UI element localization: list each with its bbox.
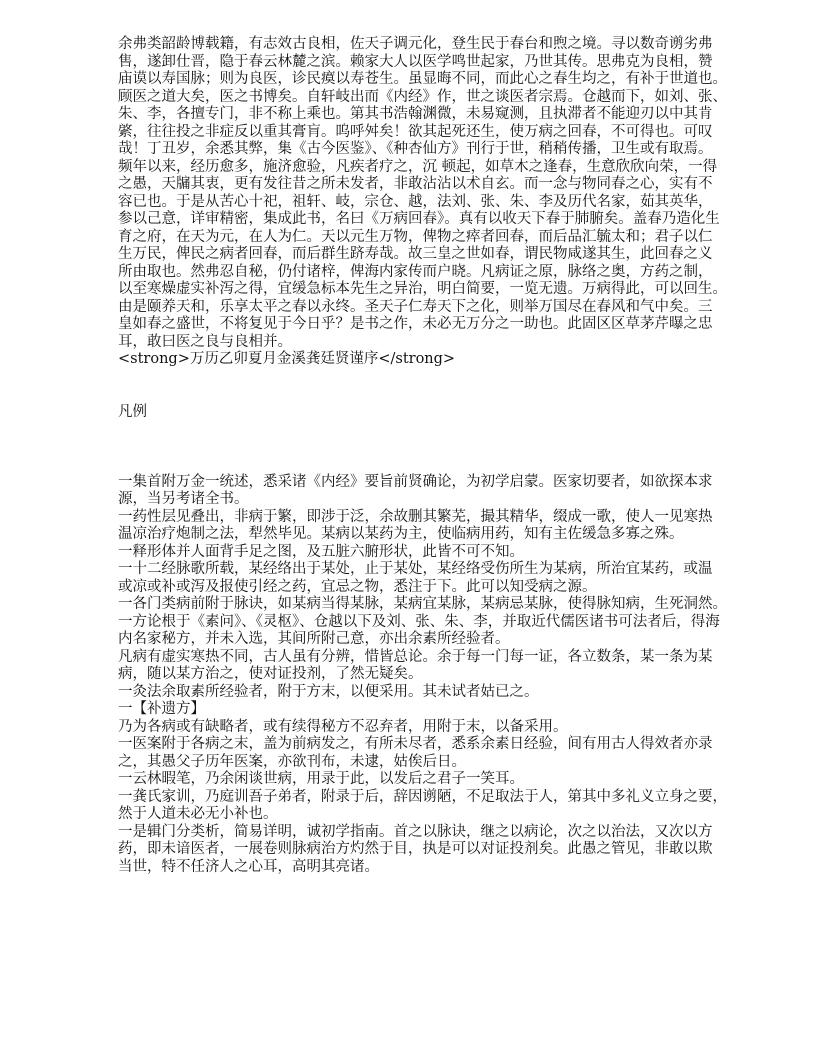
- fanli-text-line: 一集首附万金一统述，悉采诸《内经》要旨前贤确论，为初学启蒙。医家切要者，如欲探本求: [118, 473, 713, 490]
- preface-text-line: 皇如春之盛世，不将复见于今日乎？是书之作，未必无万分之一助也。此固区区草茅芹曝之忠: [118, 316, 713, 332]
- preface-text-line: 綮，往往投之非症反以重其膏肓。呜呼舛矣！欲其起死还生，使万病之回春，不可得也。可叹: [118, 123, 713, 140]
- preface-section: [118, 36, 727, 351]
- fanli-text-line: 源，当另考诸全书。: [118, 491, 249, 507]
- fanli-text-line: 之，其愚父子历年医案，亦欲刊布，未逮，姑俟后日。: [118, 753, 466, 770]
- fanli-text-line: 一各门类病前附于脉诀，如某病当得某脉，某病宜某脉，某病忌某脉，使得脉知病，生死洞然。: [118, 596, 727, 612]
- preface-text-line: 由是颐养天和，乐享太平之春以永终。圣天子仁寿天下之化，则举万国尽在春风和气中矣。三: [118, 298, 713, 315]
- fanli-text-line: 当世，特不任济人之心耳，高明其亮诸。: [118, 858, 379, 875]
- fanli-text-line: 凡病有虚实寒热不同，古人虽有分辨，惜皆总论。余于每一门每一证，各立数条，某一条为某: [118, 648, 713, 665]
- preface-signature: <strong>万历乙卯夏月金溪龚廷贤谨序</strong>: [118, 351, 456, 367]
- preface-text-line: 售，遂卸仕晋，隐于春云林麓之滨。赖家大人以医学鸣世起家，乃世其传。思弗克为良相，赞: [118, 53, 713, 70]
- fanli-text-line: 药，即未谙医者，一展卷则脉病治方灼然于目，执是可以对证投剂矣。此愚之管见，非敢以欺: [118, 841, 713, 857]
- preface-text-line: 顾医之道大矣，医之书博矣。自轩岐出而《内经》作，世之谈医者宗焉。仓越而下，如刘、张、: [118, 88, 727, 105]
- preface-text-line: 余弗类韶龄博载籍，有志效古良相，佐天子调元化，登生民于春台和煦之境。寻以数奇谫劣弗: [118, 36, 713, 52]
- fanli-text-line: 一医案附于各病之末，盖为前病发之，有所未尽者，悉系余素日经验，间有用古人得效者亦录: [118, 736, 713, 752]
- preface-text-line: 耳，敢曰医之良与良相并。: [118, 333, 292, 350]
- fanli-text-line: 内名家秘方，并未入选，其间所附己意，亦出余素所经验者。: [118, 631, 510, 647]
- preface-text-line: 朱、李，各擅专门，非不称上乘也。第其书浩翰渊微，未易窥测，且执滞者不能迎刃以中其肯: [118, 106, 713, 122]
- fanli-text-line: 一龚氏家训，乃庭训吾子弟者，附录于后，辞因谫陋，不足取法于人，第其中多礼义立身之要，: [118, 788, 727, 805]
- preface-text-line: 生万民，俾民之病者回春，而后群生跻寿哉。故三皇之世如春，谓民物咸遂其生，此回春之义: [118, 246, 713, 262]
- fanli-text-line: 一释形体并人面背手足之图，及五脏六腑形状，此皆不可不知。: [118, 543, 524, 560]
- document-page: [118, 36, 727, 876]
- preface-text-line: 以至寒燥虚实补泻之得，宜缓急标本先生之异治，明白简要，一览无遗。万病得此，可以回生。: [118, 281, 727, 297]
- fanli-text-line: 一【补遗方】: [118, 701, 205, 717]
- preface-text-line: 容已也。于是从苦心十祀，祖轩、岐，宗仓、越，法刘、张、朱、李及历代名家，茹其英华，: [118, 193, 713, 210]
- preface-text-line: 庙谟以寿国脉；则为良医，诊民瘼以寿苍生。虽显晦不同，而此心之春生均之，有补于世道也。: [118, 71, 727, 87]
- fanli-text-line: 温凉治疗炮制之法，犁然毕见。某病以某药为主，使临病用药，知有主佐缓急多寡之殊。: [118, 526, 684, 542]
- fanli-text-line: 一是辑门分类析，简易详明，诚初学指南。首之以脉诀，继之以病论，次之以治法，又次以方: [118, 823, 713, 840]
- fanli-text-line: 乃为各病或有缺略者，或有续得秘方不忍弃者，用附于末，以备采用。: [118, 718, 568, 735]
- fanli-heading: 凡例: [118, 403, 147, 420]
- fanli-text-line: 一药性层见叠出，非病于繁，即涉于泛，余故删其繁芜，撮其精华，缀成一歌，使人一见寒热: [118, 508, 713, 525]
- preface-text-line: 参以己意，详审精密，集成此书，名曰《万病回春》。真有以收天下春于肺腑矣。盖春乃造化生: [118, 211, 720, 227]
- preface-text-line: 育之府，在天为元，在人为仁。天以元生万物，俾物之瘁者回春，而后品汇毓太和；君子以仁: [118, 228, 713, 245]
- fanli-text-line: 然于人道未必无小补也。: [118, 806, 278, 822]
- preface-text-line: 频年以来，经历愈多，施济愈验，凡疾者疗之，沉 顿起，如草木之逢春，生意欣欣向荣，一得: [118, 158, 718, 175]
- fanli-section: [118, 473, 727, 877]
- fanli-text-line: 一方论根于《素问》、《灵枢》、仓越以下及刘、张、朱、李，并取近代儒医诸书可法者后，得海: [118, 613, 720, 630]
- fanli-text-line: 一十二经脉歌所载，某经络出于某处，止于某处，某经络受伤所生为某病，所治宜某药，或温: [118, 561, 713, 577]
- fanli-text-line: 一灸法余取素所经验者，附于方末，以便采用。其未试者姑已之。: [118, 683, 539, 700]
- fanli-text-line: 一云林暇笔，乃余闲谈世病，用录于此，以发后之君子一笑耳。: [118, 771, 524, 787]
- preface-text-line: 哉！丁丑岁，余悉其弊，集《古今医鉴》、《种杏仙方》刊行于世，稍稍传播，卫生或有取焉。: [118, 141, 713, 157]
- preface-text-line: 之愚，天牖其衷，更有发往昔之所未发者，非敢沾沾以术自玄。而一念与物同春之心，实有不: [118, 176, 713, 192]
- fanli-text-line: 或凉或补或泻及报使引经之药，宜忌之物，悉注于下。此可以知受病之源。: [118, 578, 597, 595]
- fanli-text-line: 病，随以某方治之，使对证投剂，了然无疑矣。: [118, 666, 423, 682]
- preface-text-line: 所由取也。然弗忍自秘，仍付诸梓，俾海内家传而户晓。凡病证之原，脉络之奥，方药之制，: [118, 263, 713, 280]
